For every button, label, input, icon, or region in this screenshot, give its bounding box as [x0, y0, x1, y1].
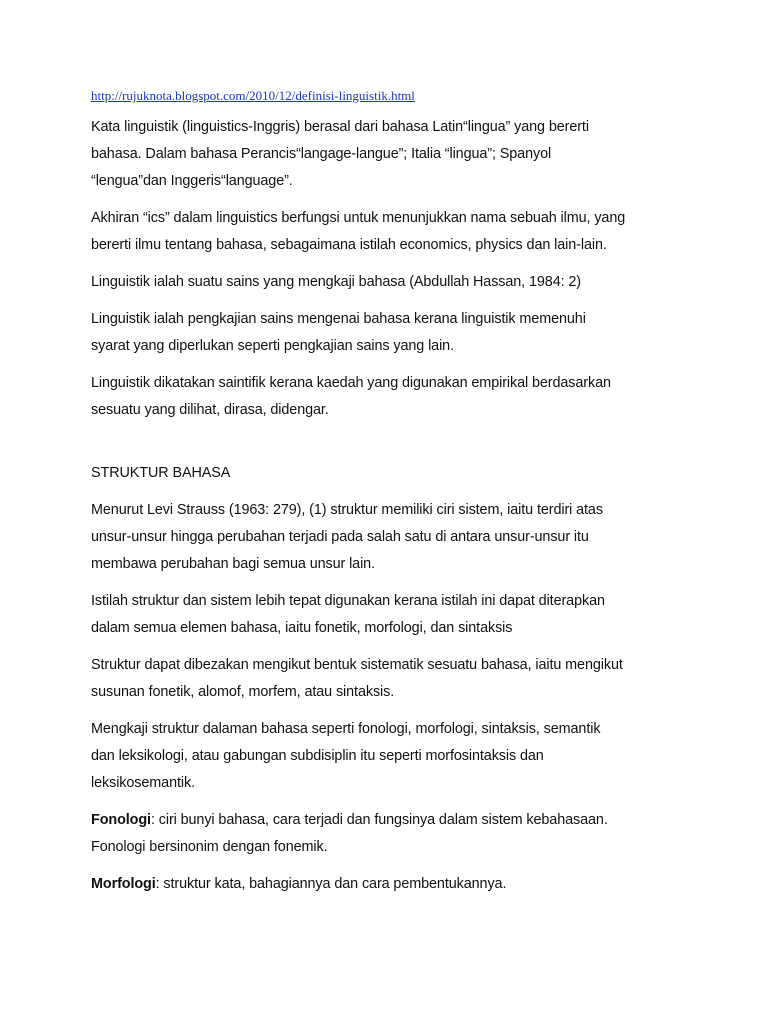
- paragraph-struktur-dibezakan: Struktur dapat dibezakan mengikut bentuk sistematik sesuatu bahasa, iaitu mengikut susunan fonetik, alomof, morfem, atau sintaksis.: [91, 657, 623, 700]
- paragraph-science-definition: Linguistik ialah suatu sains yang mengkaji bahasa (Abdullah Hassan, 1984: 2): [91, 274, 581, 290]
- definition-morfologi: Morfologi: struktur kata, bahagiannya dan cara pembentukannya.: [91, 876, 507, 892]
- paragraph-scientific: Linguistik dikatakan saintifik kerana kaedah yang digunakan empirikal berdasarkan sesuatu yang dilihat, dirasa, didengar.: [91, 375, 611, 418]
- source-link[interactable]: http://rujuknota.blogspot.com/2010/12/definisi-linguistik.html: [91, 88, 415, 103]
- term-fonologi: Fonologi: [91, 812, 151, 828]
- paragraph-mengkaji-struktur: Mengkaji struktur dalaman bahasa seperti fonologi, morfologi, sintaksis, semantik dan leksikologi, atau gabungan subdisiplin itu seperti morfosintaksis dan leksikosemantik.: [91, 721, 601, 791]
- paragraph-ics-suffix: Akhiran “ics” dalam linguistics berfungsi untuk menunjukkan nama sebuah ilmu, yang bererti ilmu tentang bahasa, sebagaimana istilah economics, physics dan lain-lain.: [91, 210, 626, 253]
- section-heading: STRUKTUR BAHASA: [91, 465, 231, 481]
- paragraph-levi-strauss: Menurut Levi Strauss (1963: 279), (1) struktur memiliki ciri sistem, iaitu terdiri atas unsur-unsur hingga perubahan terjadi pada salah satu di antara unsur-unsur itu membawa perubahan bagi semua unsur lain.: [91, 502, 603, 572]
- definition-fonologi: Fonologi: ciri bunyi bahasa, cara terjadi dan fungsinya dalam sistem kebahasaan. Fonologi bersinonim dengan fonemik.: [91, 812, 608, 855]
- document-body: [91, 88, 691, 908]
- paragraph-struktur-sistem: Istilah struktur dan sistem lebih tepat digunakan kerana istilah ini dapat diterapkan dalam semua elemen bahasa, iaitu fonetik, morfologi, dan sintaksis: [91, 593, 605, 636]
- paragraph-science-study: Linguistik ialah pengkajian sains mengenai bahasa kerana linguistik memenuhi syarat yang diperlukan seperti pengkajian sains yang lain.: [91, 311, 586, 354]
- paragraph-definition: Kata linguistik (linguistics-Inggris) berasal dari bahasa Latin“lingua” yang bererti bahasa. Dalam bahasa Perancis“langage-langue”; Italia “lingua”; Spanyol “lengua”dan Inggeris“language”.: [91, 119, 589, 189]
- term-morfologi: Morfologi: [91, 876, 156, 892]
